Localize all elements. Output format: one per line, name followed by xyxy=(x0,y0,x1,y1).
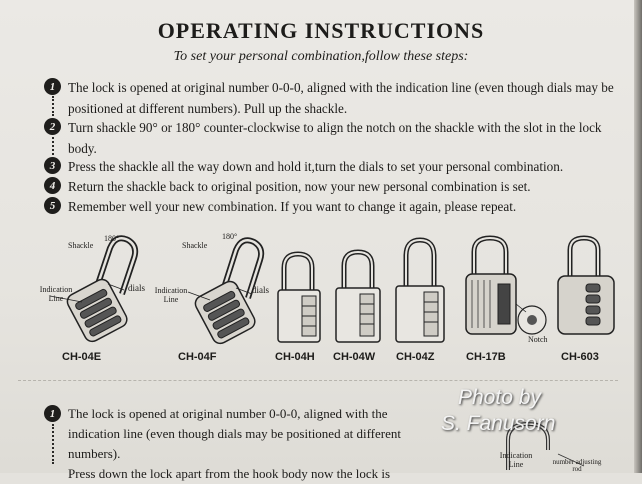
shackle-label: Shackle xyxy=(68,241,94,250)
step-text: Return the shackle back to original position, now your new personal combination is set. xyxy=(68,179,531,194)
model-caption: CH-04E xyxy=(62,351,102,363)
indication-line-label: Indication Line xyxy=(39,285,73,303)
step-text: The lock is opened at original number 0-0-0, aligned with the indication line (even though dials may be positioned at different numbers). Pull up the shackle. xyxy=(68,80,614,116)
lock-diagram-ch-04z xyxy=(394,228,452,348)
section-divider xyxy=(18,380,618,381)
step-connector xyxy=(52,424,54,464)
angle-label: 180° xyxy=(104,234,120,243)
step-number-badge: 1 xyxy=(44,405,61,422)
lock-diagram-ch-04h xyxy=(272,228,328,348)
step-number-badge: 1 xyxy=(44,78,61,95)
step-line: The lock is opened at original number 0-0-0, aligned with the xyxy=(68,406,388,421)
dials-label: dials xyxy=(252,285,269,295)
watermark-line-1: Photo by xyxy=(458,386,541,409)
indication-line-label: Indication Line xyxy=(499,451,533,469)
second-section-step-1 xyxy=(44,404,438,484)
step-text: Turn shackle 90° or 180° counter-clockwise to align the notch on the shackle with the slot in the lock body. xyxy=(68,120,602,156)
step-4 xyxy=(44,176,616,197)
dials-label: dials xyxy=(128,283,145,293)
step-text: Remember well your new combination. If you want to change it again, please repeat. xyxy=(68,199,517,214)
page-edge-shadow xyxy=(634,0,642,473)
page-title: OPERATING INSTRUCTIONS xyxy=(157,18,485,43)
indication-line-label: Indication Line xyxy=(154,286,188,304)
shackle-label: Shackle xyxy=(182,241,208,250)
step-number-badge: 4 xyxy=(44,177,61,194)
model-caption: CH-17B xyxy=(466,351,506,363)
step-2 xyxy=(44,117,616,159)
step-connector xyxy=(52,96,54,116)
angle-label: 180° xyxy=(222,232,238,241)
step-3 xyxy=(44,156,616,177)
step-connector xyxy=(52,137,54,155)
model-caption: CH-04W xyxy=(333,351,376,363)
number-adjusting-rod-label: number adjusting rod xyxy=(552,458,602,473)
step-line: Press down the lock apart from the hook body now the lock is xyxy=(68,466,391,481)
model-caption: CH-603 xyxy=(561,351,599,363)
step-line: numbers). xyxy=(68,446,121,461)
lock-diagram-ch-04w xyxy=(332,228,388,348)
model-caption: CH-04Z xyxy=(396,351,435,363)
model-caption: CH-04H xyxy=(275,351,315,363)
step-5 xyxy=(44,196,616,217)
notch-label: Notch xyxy=(528,335,548,344)
step-1 xyxy=(44,77,616,119)
model-caption: CH-04F xyxy=(178,351,217,363)
page-subtitle: To set your personal combination,follow these steps: xyxy=(173,49,469,64)
step-number-badge: 5 xyxy=(44,197,61,214)
step-number-badge: 2 xyxy=(44,118,61,135)
watermark-line-2: S. Fanusorn xyxy=(441,412,556,435)
step-text xyxy=(68,404,438,484)
lock-diagram-ch-603 xyxy=(552,228,622,348)
step-number-badge: 3 xyxy=(44,157,61,174)
step-text: Press the shackle all the way down and hold it,turn the dials to set your personal combination. xyxy=(68,159,564,174)
step-line: indication line (even though dials may be positioned at different xyxy=(68,426,401,441)
